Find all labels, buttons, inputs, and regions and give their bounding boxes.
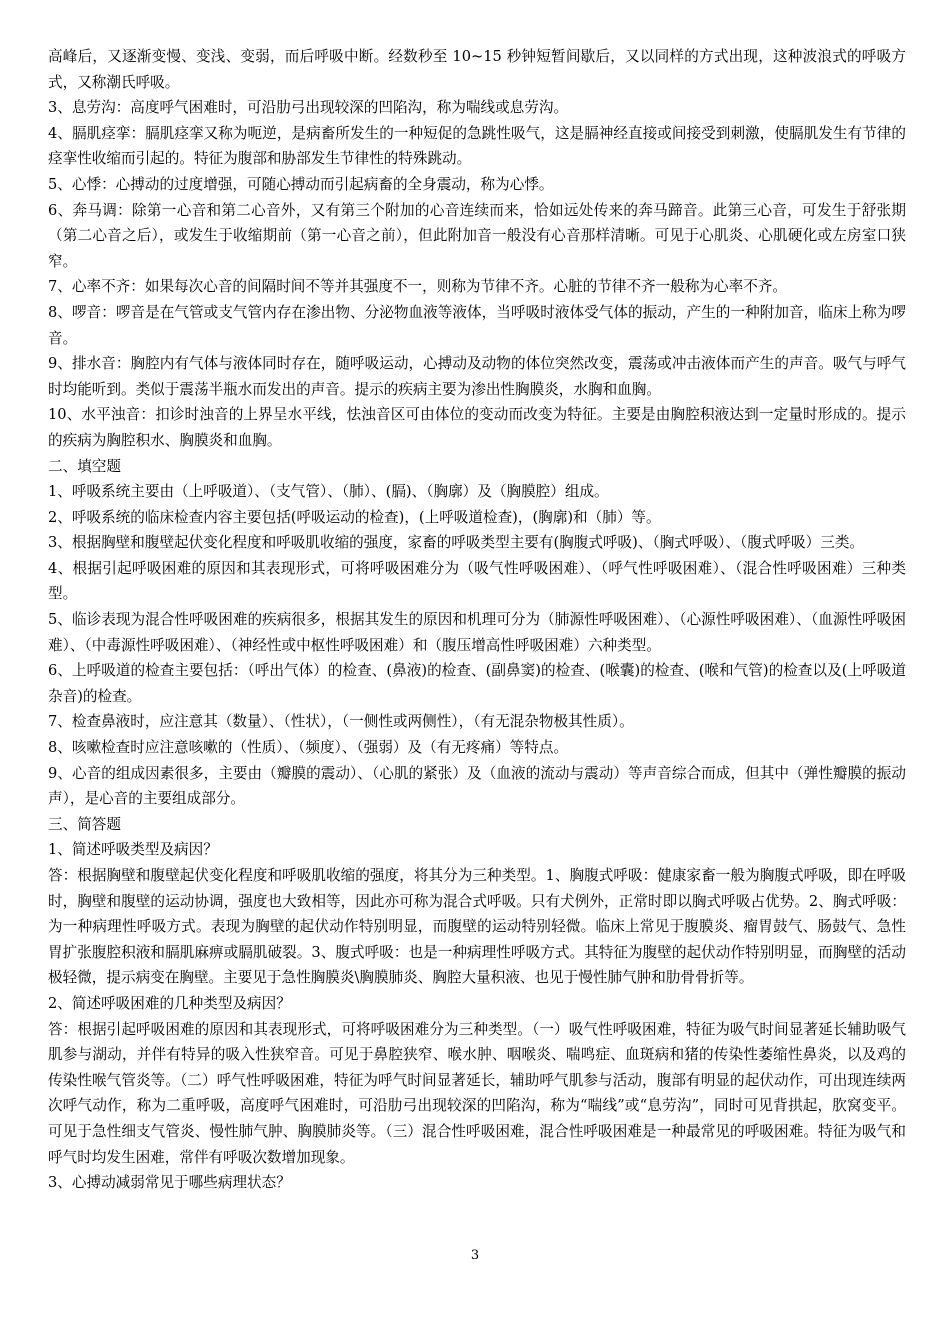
- fill-in-item: 1、呼吸系统主要由（上呼吸道）、（支气管）、（肺）、(膈)、（胸廓）及（胸膜腔）组成。: [48, 483, 609, 501]
- fill-in-item: 9、心音的组成因素很多，主要由（瓣膜的震动）、（心肌的紧张）及（血液的流动与震动）等声音综合而成，但其中（弹性瓣膜的振动声），是心音的主要组成部分。: [48, 764, 906, 808]
- term-definition: 7、心率不齐：如果每次心音的间隔时间不等并其强度不一，则称为节律不齐。心脏的节律不齐一般称为心率不齐。: [48, 278, 787, 296]
- term-definition: 6、奔马调：除第一心音和第二心音外，又有第三个附加的心音连续而来，恰如远处传来的奔马蹄音。此第三心音，可发生于舒张期（第二心音之后），或发生于收缩期前（第一心音之前），但此附加音一般没有心音那样清晰。可见于心肌炎、心肌硬化或左房室口狭窄。: [48, 201, 906, 270]
- section-heading: 三、简答题: [48, 815, 121, 833]
- document-body: [48, 44, 906, 1196]
- term-definition: 5、心悸：心搏动的过度增强，可随心搏动而引起病畜的全身震动，称为心悸。: [48, 175, 554, 193]
- term-definition: 3、息劳沟：高度呼气困难时，可沿肋弓出现较深的凹陷沟，称为喘线或息劳沟。: [48, 99, 569, 117]
- paragraph-continuation: 高峰后，又逐渐变慢、变浅、变弱，而后呼吸中断。经数秒至 10~15 秒钟短暂间歇后，又以同样的方式出现，这种波浪式的呼吸方式，又称潮氏呼吸。: [48, 48, 906, 91]
- question: 3、心搏动减弱常见于哪些病理状态？: [48, 1174, 291, 1192]
- question: 2、简述呼吸困难的几种类型及病因？: [48, 994, 291, 1012]
- fill-in-item: 8、咳嗽检查时应注意咳嗽的（性质）、（频度）、（强弱）及（有无疼痛）等特点。: [48, 739, 569, 757]
- answer: 答：根据引起呼吸困难的原因和其表现形式，可将呼吸困难分为三种类型。（一）吸气性呼吸困难，特征为吸气时间显著延长辅助吸气肌参与湖动，并伴有特异的吸入性狭窄音。可见于鼻腔狭窄、喉水肿、咽喉炎、喘鸣症、血斑病和猪的传染性萎缩性鼻炎，以及鸡的传染性喉气管炎等。（二）呼气性呼吸困难，特征为呼气时间显著延长，辅助呼气肌参与活动，腹部有明显的起伏动作，可出现连续两次呼气动作，称为二重呼吸，高度呼气困难时，可沿肋弓出现较深的凹陷沟，称为“喘线”或“息劳沟”，同时可见背拱起，肷窝变平。可见于急性细支气管炎、慢性肺气肿、胸膜肺炎等。（三）混合性呼吸困难，混合性呼吸困难是一种最常见的呼吸困难。特征为吸气和呼气时均发生困难，常伴有呼吸次数增加现象。: [48, 1020, 906, 1166]
- page-number: 3: [470, 1248, 480, 1263]
- answer: 答：根据胸壁和腹壁起伏变化程度和呼吸肌收缩的强度，将其分为三种类型。1、胸腹式呼吸：健康家畜一般为胸腹式呼吸，即在呼吸时，胸壁和腹壁的运动协调，强度也大致相等，因此亦可称为混合式呼吸。只有犬例外，正常时即以胸式呼吸占优势。2、胸式呼吸：为一种病理性呼吸方式。表现为胸壁的起伏动作特别明显，而腹壁的运动特别轻微。临床上常见于腹膜炎、瘤胃鼓气、肠鼓气、急性胃扩张腹腔积液和膈肌麻痹或膈肌破裂。3、腹式呼吸：也是一种病理性呼吸方式。其特征为腹壁的起伏动作特别明显，而胸壁的活动极轻微，提示病变在胸壁。主要见于急性胸膜炎\胸膜肺炎、胸腔大量积液、也见于慢性肺气肿和肋骨骨折等。: [48, 867, 906, 987]
- fill-in-item: 6、上呼吸道的检查主要包括：（呼出气体）的检查、(鼻液)的检查、(副鼻窦)的检查、(喉囊)的检查、(喉和气管)的检查以及(上呼吸道杂音)的检查。: [48, 662, 906, 705]
- fill-in-item: 4、根据引起呼吸困难的原因和其表现形式，可将呼吸困难分为（吸气性呼吸困难）、（呼气性呼吸困难）、（混合性呼吸困难）三种类型。: [48, 559, 906, 603]
- fill-in-item: 3、根据胸壁和腹壁起伏变化程度和呼吸肌收缩的强度，家畜的呼吸类型主要有(胸腹式呼吸)、（胸式呼吸）、（腹式呼吸）三类。: [48, 534, 865, 552]
- fill-in-item: 2、呼吸系统的临床检查内容主要包括(呼吸运动的检查)，(上呼吸道检查)，(胸廓)和（肺）等。: [48, 508, 661, 526]
- term-definition: 4、膈肌痉挛：膈肌痉挛又称为呃逆，是病畜所发生的一种短促的急跳性吸气，这是膈神经直接或间接受到刺激，使膈肌发生有节律的痉挛性收缩而引起的。特征为腹部和胁部发生节律性的特殊跳动。: [48, 124, 906, 168]
- term-definition: 9、排水音：胸腔内有气体与液体同时存在，随呼吸运动，心搏动及动物的体位突然改变，震荡或冲击液体而产生的声音。吸气与呼气时均能听到。类似于震荡半瓶水而发出的声音。提示的疾病主要为渗出性胸膜炎，水胸和血胸。: [48, 355, 906, 398]
- section-heading: 二、填空题: [48, 457, 121, 475]
- term-definition: 8、啰音：啰音是在气管或支气管内存在渗出物、分泌物血液等液体，当呼吸时液体受气体的振动，产生的一种附加音，临床上称为啰音。: [48, 303, 906, 347]
- question: 1、简述呼吸类型及病因？: [48, 841, 218, 859]
- fill-in-item: 5、临诊表现为混合性呼吸困难的疾病很多，根据其发生的原因和机理可分为（肺源性呼吸困难）、（心源性呼吸困难）、（血源性呼吸困难）、（中毒源性呼吸困难）、（神经性或中枢性呼吸困难）和（腹压增高性呼吸困难）六种类型。: [48, 611, 906, 654]
- term-definition: 10、水平浊音：扣诊时浊音的上界呈水平线，怯浊音区可由体位的变动而改变为特征。主要是由胸腔积液达到一定量时形成的。提示的疾病为胸腔积水、胸膜炎和血胸。: [48, 406, 906, 449]
- fill-in-item: 7、检查鼻液时，应注意其（数量）、（性状），（一侧性或两侧性），（有无混杂物极其性质）。: [48, 713, 634, 731]
